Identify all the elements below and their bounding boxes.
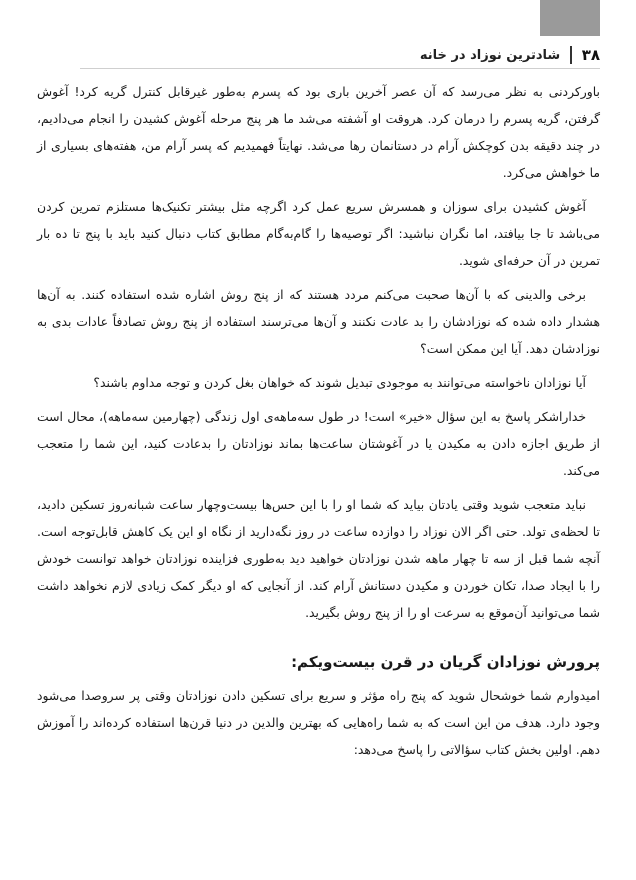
page-number: ۳۸ xyxy=(581,46,600,64)
header-divider xyxy=(570,46,572,64)
paragraph-4: آیا نوزادان ناخواسته می‌توانند به موجودی تبدیل شوند که خواهان بغل کردن و توجه مداوم باشند؟ xyxy=(93,375,586,390)
paragraph-6: نباید متعجب شوید وقتی یادتان بیاید که شما او را با این حس‌ها بیست‌وچهار ساعت شبانه‌روز تسکین دادید، تا لحظه‌ی تولد. حتی اگر الان نوزاد را دوازده ساعت در روز نگه‌دارید از نگاه او این یک کاهش قابل‌توجه است. آنچه شما قبل از سه تا چهار ماهه شدن نوزادتان خواهید دید به‌طوری فزاینده نوزادتان خواهد توانست خودش را با ایجاد صدا، تکان خوردن و مکیدن دستانش آرام کند. از آنجایی که او دیگر کمک زیادی لازم نخواهد داشت شما می‌توانید آن‌موقع به سرعت او را از پنج روش بگیرید. xyxy=(37,497,600,620)
paragraph-3: برخی والدینی که با آن‌ها صحبت می‌کنم مردد هستند که از پنج روش اشاره شده استفاده کنند. به آن‌ها هشدار داده شده که نوزادشان را بد عادت نکنند و آن‌ها می‌ترسند استفاده از پنج روش تصادفاً عادات بدی به نوزادشان دهد. آیا این ممکن است؟ xyxy=(37,287,600,356)
paragraph-2: آغوش کشیدن برای سوزان و همسرش سریع عمل کرد اگرچه مثل بیشتر تکنیک‌ها مستلزم تمرین کردن می‌باشد تا جا بیافتد، اما نگران نباشید: اگر توصیه‌ها را گام‌به‌گام مطابق کتاب دنبال کنید باید با پنج تا ده بار تمرین در آن حرفه‌ای شوید. xyxy=(37,199,600,268)
page-header xyxy=(80,42,600,69)
paragraph-1: باورکردنی به نظر می‌رسد که آن عصر آخرین باری بود که پسرم به‌طور غیرقابل کنترل گریه کرد! آغوش گرفتن، گریه پسرم را درمان کرد. هروقت او آشفته می‌شد ما هر پنج مرحله آغوش کشیدن را انجام می‌دادیم، در چند دقیقه بدن کوچکش آرام در دستانمان رها می‌شد. نهایتاً فهمیدیم که پسر آرام من، هفته‌های بسیاری از ما خواهش می‌کرد. xyxy=(37,84,600,180)
section-heading: پرورش نوزادان گریان در قرن بیست‌ویکم: xyxy=(291,653,600,671)
section-paragraph: امیدوارم شما خوشحال شوید که پنج راه مؤثر و سریع برای تسکین دادن نوزادتان وقتی پر سروصدا می‌شود وجود دارد. هدف من این است که به شما راه‌هایی که بهترین والدین در دنیا قرن‌ها استفاده کرده‌اند را آموزش دهم. اولین بخش کتاب سؤالاتی را پاسخ می‌دهد: xyxy=(37,688,600,757)
page-corner-tab xyxy=(540,0,600,36)
paragraph-5: خداراشکر پاسخ به این سؤال «خیر» است! در طول سه‌ماهه‌ی اول زندگی (چهارمین سه‌ماهه)، محال است از طریق اجازه دادن به مکیدن یا در آغوشتان ساعت‌ها بماند نوزادتان را بدعادت کنید، این شما را متعجب می‌کند. xyxy=(37,409,600,478)
running-title: شادترین نوزاد در خانه xyxy=(419,47,561,63)
page-body xyxy=(37,78,600,770)
